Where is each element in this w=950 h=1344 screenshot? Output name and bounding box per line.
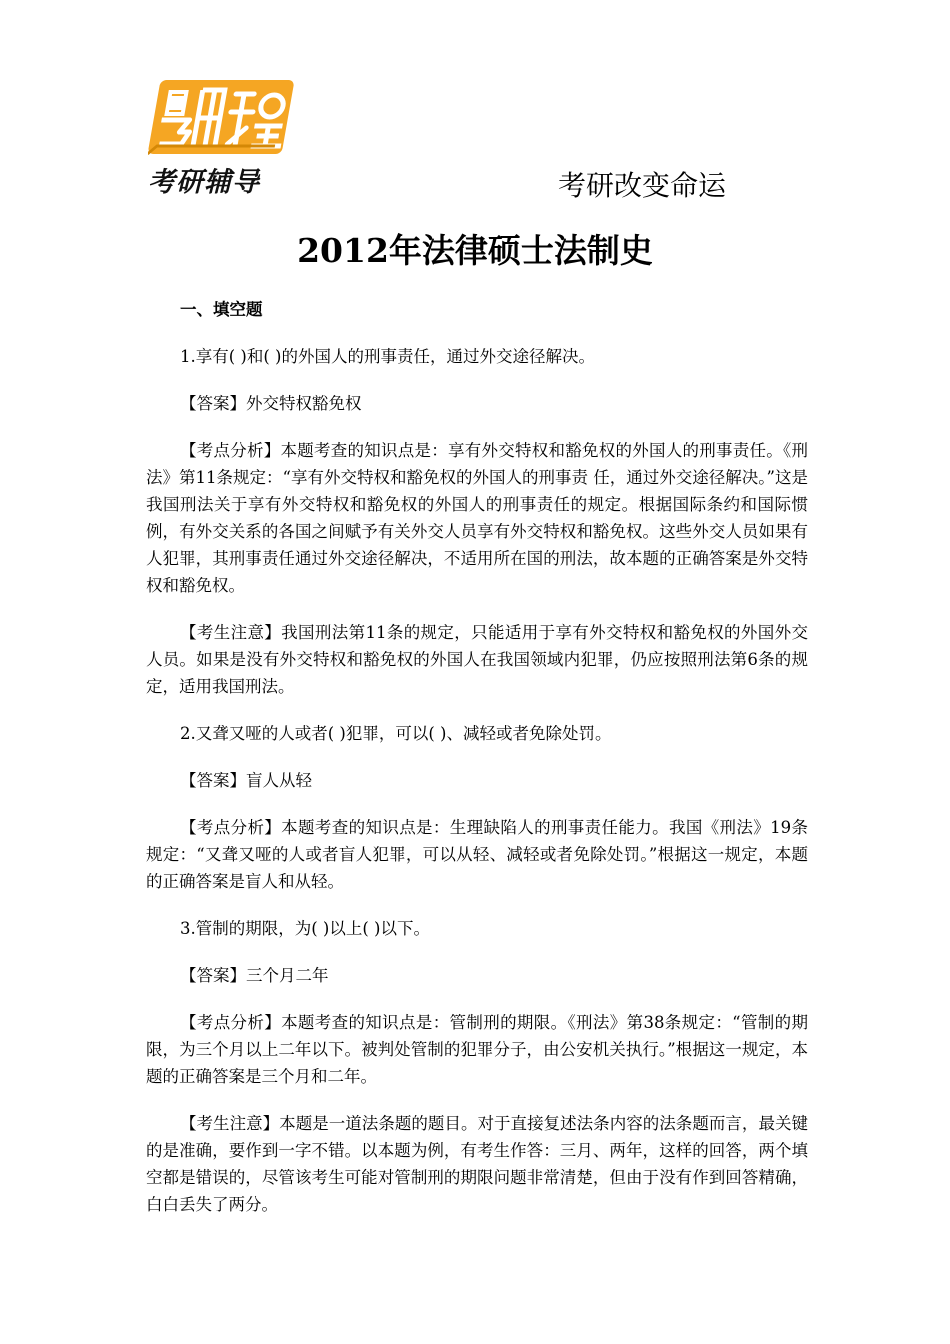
analysis-1: 【考点分析】本题考查的知识点是：享有外交特权和豁免权的外国人的刑事责任。《刑法》第11条规定：“享有外交特权和豁免权的外国人的刑事责 任，通过外交途径解决。”这是我国刑法关于享有外交特权和豁免权的外国人的刑事责任的规定。根据国际条约和国际惯例，有外交关系的各国之间赋予有关外交人员享有外交特权和豁免权。这些外交人员如果有人犯罪，其刑事责任通过外交途径解决，不适用所在国的刑法，故本题的正确答案是外交特权和豁免权。 xyxy=(146,441,808,595)
header-slogan: 考研改变命运 xyxy=(558,169,727,202)
question-1: 1.享有( )和( )的外国人的刑事责任，通过外交途径解决。 xyxy=(180,347,595,366)
section-heading: 一、填空题 xyxy=(180,300,263,319)
question-2: 2.又聋又哑的人或者( )犯罪，可以( )、减轻或者免除处罚。 xyxy=(180,724,612,743)
kaicheng-logo-mark xyxy=(148,72,298,160)
answer-2: 【答案】盲人从轻 xyxy=(180,771,312,790)
question-3: 3.管制的期限，为( )以上( )以下。 xyxy=(180,919,430,938)
answer-1: 【答案】外交特权豁免权 xyxy=(180,394,362,413)
note-1: 【考生注意】我国刑法第11条的规定，只能适用于享有外交特权和豁免权的外国外交人员。如果是没有外交特权和豁免权的外国人在我国领域内犯罪，仍应按照刑法第6条的规定，适用我国刑法。 xyxy=(146,623,808,696)
answer-3: 【答案】三个月二年 xyxy=(180,966,329,985)
kaicheng-logo xyxy=(148,72,308,202)
document-body xyxy=(146,296,808,1238)
note-3: 【考生注意】本题是一道法条题的题目。对于直接复述法条内容的法条题而言，最关键的是准确，要作到一字不错。以本题为例，有考生作答：三月、两年，这样的回答，两个填空都是错误的，尽管该考生可能对管制刑的期限问题非常清楚，但由于没有作到回答精确，白白丢失了两分。 xyxy=(146,1114,808,1214)
logo-subtitle: 考研辅导 xyxy=(148,167,260,198)
document-title: 2012年法律硕士法制史 xyxy=(297,231,653,270)
analysis-2: 【考点分析】本题考查的知识点是：生理缺陷人的刑事责任能力。我国《刑法》19条规定：“又聋又哑的人或者盲人犯罪，可以从轻、减轻或者免除处罚。”根据这一规定，本题的正确答案是盲人和从轻。 xyxy=(146,818,808,891)
analysis-3: 【考点分析】本题考查的知识点是：管制刑的期限。《刑法》第38条规定：“管制的期限，为三个月以上二年以下。被判处管制的犯罪分子，由公安机关执行。”根据这一规定，本题的正确答案是三个月和二年。 xyxy=(146,1013,808,1086)
